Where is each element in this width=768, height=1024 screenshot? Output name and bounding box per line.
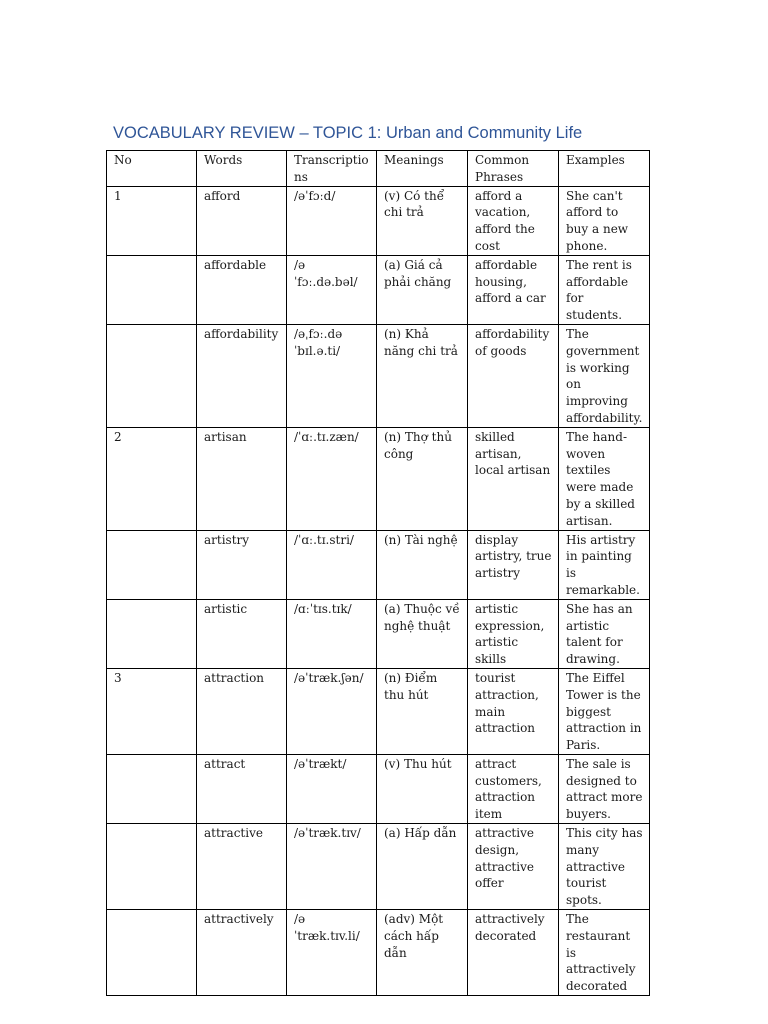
cell-transcription: /ə ˈtræk.tɪv.li/ — [287, 910, 377, 996]
cell-meaning: (a) Hấp dẫn — [377, 824, 468, 910]
cell-phrases: artistic expression, artistic skills — [468, 599, 559, 668]
page-title: VOCABULARY REVIEW – TOPIC 1: Urban and Community Life — [113, 124, 583, 142]
cell-phrases: afford a vacation, afford the cost — [468, 186, 559, 255]
cell-example: She has an artistic talent for drawing. — [559, 599, 650, 668]
cell-meaning: (adv) Một cách hấp dẫn — [377, 910, 468, 996]
cell-example: The government is working on improving affordability. — [559, 324, 650, 427]
cell-transcription: /əˈtræk.ʃən/ — [287, 668, 377, 754]
cell-meaning: (n) Khả năng chi trả — [377, 324, 468, 427]
cell-word: attraction — [197, 668, 287, 754]
cell-transcription: /ɑːˈtɪs.tɪk/ — [287, 599, 377, 668]
cell-no — [107, 255, 197, 324]
table-row — [107, 668, 650, 754]
cell-transcription: /əˈfɔːd/ — [287, 186, 377, 255]
cell-meaning: (a) Giá cả phải chăng — [377, 255, 468, 324]
table-row — [107, 427, 650, 530]
cell-phrases: attract customers, attraction item — [468, 754, 559, 823]
cell-meaning: (n) Điểm thu hút — [377, 668, 468, 754]
cell-example: The sale is designed to attract more buyers. — [559, 754, 650, 823]
cell-transcription: /ˈɑː.tɪ.stri/ — [287, 530, 377, 599]
cell-word: artisan — [197, 427, 287, 530]
cell-transcription: /əˌfɔː.də ˈbɪl.ə.ti/ — [287, 324, 377, 427]
cell-no — [107, 824, 197, 910]
cell-example: This city has many attractive tourist spots. — [559, 824, 650, 910]
table-header-row — [107, 151, 650, 187]
cell-no: 1 — [107, 186, 197, 255]
cell-word: affordable — [197, 255, 287, 324]
cell-transcription: /ə ˈfɔː.də.bəl/ — [287, 255, 377, 324]
table-row — [107, 599, 650, 668]
cell-word: attractively — [197, 910, 287, 996]
table-row — [107, 255, 650, 324]
cell-phrases: skilled artisan, local artisan — [468, 427, 559, 530]
cell-no — [107, 910, 197, 996]
vocabulary-table — [106, 150, 650, 996]
cell-word: attractive — [197, 824, 287, 910]
cell-example: The restaurant is attractively decorated — [559, 910, 650, 996]
table-row — [107, 824, 650, 910]
table-row — [107, 186, 650, 255]
cell-word: artistry — [197, 530, 287, 599]
cell-meaning: (v) Có thể chi trả — [377, 186, 468, 255]
header-transcriptions: Transcriptions — [287, 151, 377, 187]
header-common-phrases: Common Phrases — [468, 151, 559, 187]
cell-no: 3 — [107, 668, 197, 754]
cell-word: attract — [197, 754, 287, 823]
cell-phrases: display artistry, true artistry — [468, 530, 559, 599]
cell-phrases: affordable housing, afford a car — [468, 255, 559, 324]
table-row — [107, 754, 650, 823]
cell-word: afford — [197, 186, 287, 255]
cell-transcription: /əˈtrækt/ — [287, 754, 377, 823]
cell-no: 2 — [107, 427, 197, 530]
header-examples: Examples — [559, 151, 650, 187]
cell-phrases: attractive design, attractive offer — [468, 824, 559, 910]
cell-meaning: (v) Thu hút — [377, 754, 468, 823]
cell-no — [107, 530, 197, 599]
cell-transcription: /ˈɑː.tɪ.zæn/ — [287, 427, 377, 530]
cell-example: The rent is affordable for students. — [559, 255, 650, 324]
cell-phrases: affordability of goods — [468, 324, 559, 427]
cell-no — [107, 324, 197, 427]
header-no: No — [107, 151, 197, 187]
cell-word: artistic — [197, 599, 287, 668]
cell-meaning: (n) Thợ thủ công — [377, 427, 468, 530]
cell-example: The Eiffel Tower is the biggest attraction in Paris. — [559, 668, 650, 754]
table-row — [107, 910, 650, 996]
cell-meaning: (a) Thuộc về nghệ thuật — [377, 599, 468, 668]
table-row — [107, 324, 650, 427]
cell-transcription: /əˈtræk.tɪv/ — [287, 824, 377, 910]
cell-word: affordability — [197, 324, 287, 427]
cell-phrases: tourist attraction, main attraction — [468, 668, 559, 754]
cell-no — [107, 754, 197, 823]
cell-no — [107, 599, 197, 668]
cell-example: The hand-woven textiles were made by a skilled artisan. — [559, 427, 650, 530]
header-words: Words — [197, 151, 287, 187]
table-row — [107, 530, 650, 599]
cell-meaning: (n) Tài nghệ — [377, 530, 468, 599]
header-meanings: Meanings — [377, 151, 468, 187]
cell-example: She can't afford to buy a new phone. — [559, 186, 650, 255]
cell-phrases: attractively decorated — [468, 910, 559, 996]
cell-example: His artistry in painting is remarkable. — [559, 530, 650, 599]
